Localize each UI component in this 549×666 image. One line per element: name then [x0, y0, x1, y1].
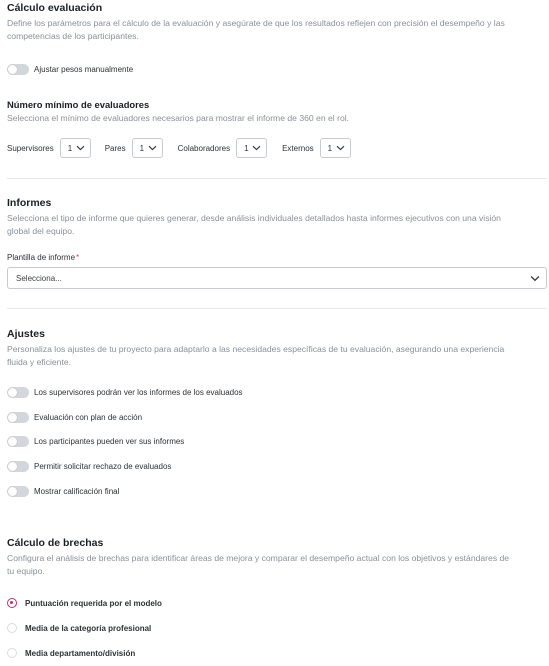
toggle-knob [8, 388, 17, 397]
toggle-row-ajustar-pesos[interactable] [7, 62, 133, 76]
divider [7, 308, 547, 309]
radio-label-puntuacion-requerida: Puntuación requerida por el modelo [25, 598, 162, 608]
toggle-row-supervisores-informes[interactable] [7, 385, 243, 399]
toggle-plan-accion[interactable] [7, 412, 29, 423]
toggle-label-ajustar-pesos: Ajustar pesos manualmente [34, 64, 134, 74]
subsection-desc-min-evaluadores: Selecciona el mínimo de evaluadores necesarios para mostrar el informe de 360 en el rol. [7, 113, 350, 123]
section-desc-calculo-line1: Define los parámetros para el cálculo de la evaluación y asegúrate de que los resultados reflejen con precisión el desempeño y las [7, 18, 505, 28]
subsection-title-min-evaluadores: Número mínimo de evaluadores [7, 99, 150, 110]
section-brechas [7, 536, 509, 578]
section-ajustes [7, 327, 504, 369]
section-informes [7, 196, 501, 238]
toggle-ajustar-pesos[interactable] [7, 64, 29, 75]
count-value-colaboradores: 1 [244, 143, 249, 153]
radio-option-media-categoria[interactable] [7, 621, 151, 635]
chevron-down-icon [252, 145, 261, 151]
toggle-knob [8, 65, 17, 74]
toggle-knob [8, 437, 17, 446]
section-title-informes: Informes [7, 197, 52, 209]
section-desc-brechas-line1: Configura el análisis de brechas para identificar áreas de mejora y comparar el desempeño actual con los objetivos y estándares de [7, 553, 510, 563]
toggle-row-plan-accion[interactable] [7, 410, 142, 424]
toggle-row-participantes-informes[interactable] [7, 434, 184, 448]
divider [7, 178, 547, 179]
field-label-plantilla-text: Plantilla de informe [7, 253, 76, 262]
count-label-supervisores: Supervisores [7, 143, 54, 153]
section-desc-informes-line2: global del equipo. [7, 226, 75, 236]
field-label-plantilla [7, 253, 79, 262]
evaluator-count-row [7, 137, 351, 159]
toggle-label-plan-accion: Evaluación con plan de acción [34, 412, 143, 422]
section-title-ajustes: Ajustes [7, 328, 45, 340]
toggle-participantes-informes[interactable] [7, 436, 29, 447]
radio-button-media-departamento[interactable] [7, 648, 17, 658]
section-desc-brechas-line2: tu equipo. [7, 566, 45, 576]
toggle-knob [8, 462, 17, 471]
toggle-label-participantes-informes: Los participantes pueden ver sus informes [34, 436, 185, 446]
count-select-externos[interactable] [320, 138, 351, 158]
count-label-externos: Externos [282, 143, 314, 153]
count-select-pares[interactable] [132, 138, 163, 158]
toggle-row-calificacion-final[interactable] [7, 484, 119, 498]
section-calculo [7, 1, 505, 43]
radio-label-media-departamento: Media departamento/división [25, 648, 136, 658]
count-value-supervisores: 1 [67, 143, 73, 153]
toggle-rechazo-evaluados[interactable] [7, 461, 29, 472]
count-value-pares: 1 [139, 143, 145, 153]
toggle-label-calificacion-final: Mostrar calificación final [34, 486, 120, 496]
section-title-brechas: Cálculo de brechas [7, 537, 104, 549]
subsection-min-evaluadores [7, 98, 349, 125]
count-select-supervisores[interactable] [60, 138, 91, 158]
chevron-down-icon [76, 145, 85, 151]
chevron-down-icon [336, 145, 345, 151]
toggle-knob [8, 413, 17, 422]
chevron-down-icon [530, 275, 540, 282]
radio-option-media-departamento[interactable] [7, 646, 135, 660]
section-desc-ajustes-line2: fluida y eficiente. [7, 357, 72, 367]
count-value-externos: 1 [327, 143, 333, 153]
toggle-calificacion-final[interactable] [7, 486, 29, 497]
template-select[interactable] [7, 267, 547, 289]
toggle-label-supervisores-informes: Los supervisores podrán ver los informes de los evaluados [34, 387, 243, 397]
section-desc-calculo-line2: competencias de los participantes. [7, 31, 139, 41]
section-desc-ajustes-line1: Personaliza los ajustes de tu proyecto para adaptarlo a las necesidades específicas de tu evaluación, asegurando una experiencia [7, 344, 505, 354]
radio-button-puntuacion-requerida[interactable] [7, 598, 17, 608]
radio-option-puntuacion-requerida[interactable] [7, 596, 162, 610]
radio-button-media-categoria[interactable] [7, 623, 17, 633]
count-label-pares: Pares [104, 143, 126, 153]
chevron-down-icon [148, 145, 157, 151]
section-title-calculo: Cálculo evaluación [7, 2, 103, 14]
count-select-colaboradores[interactable] [236, 138, 267, 158]
toggle-knob [8, 487, 17, 496]
toggle-supervisores-informes[interactable] [7, 387, 29, 398]
required-mark: * [76, 253, 80, 262]
count-label-colaboradores: Colaboradores [177, 143, 231, 153]
toggle-label-rechazo-evaluados: Permitir solicitar rechazo de evaluados [34, 461, 172, 471]
toggle-row-rechazo-evaluados[interactable] [7, 459, 171, 473]
template-select-placeholder: Selecciona... [16, 273, 62, 283]
radio-label-media-categoria: Media de la categoría profesional [25, 623, 152, 633]
section-desc-informes-line1: Selecciona el tipo de informe que quieres generar, desde análisis individuales detallados hasta informes ejecutivos con una visión [7, 213, 501, 223]
